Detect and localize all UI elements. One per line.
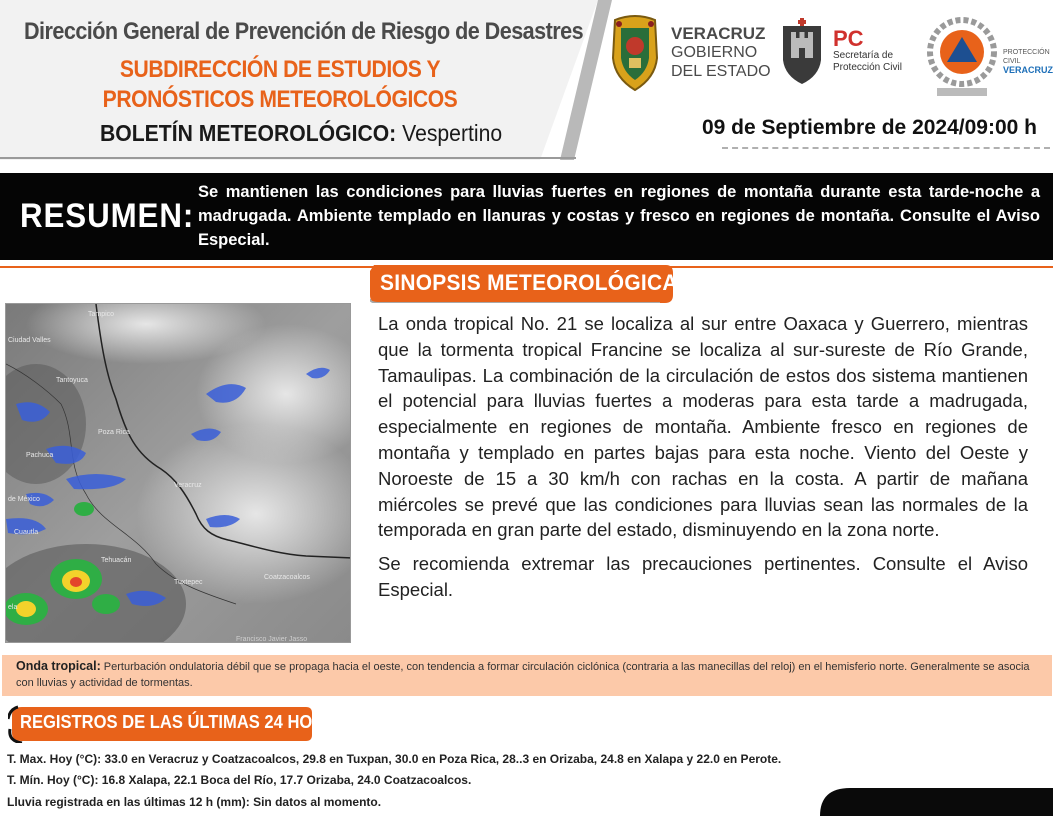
summary-text: Se mantienen las condiciones para lluvias fuertes en regiones de montaña durante esta tarde-noche a madrugada. Ambiente templado en llanuras y costas y fresco en regiones de montaña. Consulte el Aviso Especial. — [198, 183, 1040, 249]
map-label-cuautla: Cuautla — [14, 529, 39, 536]
map-label-tampico: Tampico — [88, 311, 115, 318]
pc-abbreviation: PC — [833, 26, 864, 51]
bulletin-label: BOLETÍN METEOROLÓGICO: — [100, 120, 397, 146]
footer-corner-shape — [790, 788, 1053, 816]
map-label-tuxtepec: Tuxtepec — [174, 579, 203, 586]
synopsis-body — [378, 311, 1028, 603]
tropical-wave-definition-box — [2, 655, 1052, 696]
synopsis-paragraph-1: La onda tropical No. 21 se localiza al sur entre Oaxaca y Guerrero, mientras que la tormenta tropical Francine se localiza al sur-sureste de Río Grande, Tamaulipas. La combinación de la circulación de estos dos sistema mantienen el potencial para lluvias fuertes a moderas para esta tarde a madrugada, especialmente en regiones de montaña. Ambiente fresco en regiones de montaña y templado en partes bajas para esta noche. Viento del Oeste y Noroeste de 15 a 30 km/h con rachas en la costa. A partir de mañana miércoles se prevé que las condiciones para lluvias sean las normales de la temporada en gran parte del estado, disminuyendo en la zona norte. — [378, 313, 1028, 541]
bulletin-type: Vespertino — [402, 120, 503, 146]
veracruz-logo-line2: GOBIERNO — [671, 44, 758, 61]
subdirection-title: SUBDIRECCIÓN DE ESTUDIOS Y PRONÓSTICOS METEOROLÓGICOS — [102, 56, 458, 113]
map-label-tehuacan: Tehuacán — [101, 557, 132, 564]
map-label-pachuca: Pachuca — [26, 452, 54, 459]
summary-banner — [0, 173, 1053, 260]
map-label-mexico: de México — [8, 496, 40, 503]
definition-term: Onda tropical: — [16, 659, 101, 673]
summary-label: RESUMEN: — [20, 197, 195, 235]
proteccion-civil-veracruz-logo — [1003, 48, 1053, 75]
satellite-radar-map — [5, 303, 351, 643]
definition-text: Perturbación ondulatoria débil que se propaga hacia el oeste, con tendencia a formar circulación ciclónica (contraria a las manecillas del reloj) en el hemisferio norte. Generalmente se asocia con lluvias y actividad de tormentas. — [16, 661, 1030, 689]
date-divider — [722, 147, 1050, 149]
pcv-line1: PROTECCIÓN CIVIL — [1003, 49, 1050, 65]
veracruz-government-logo — [671, 24, 771, 81]
veracruz-coat-of-arms-icon — [607, 14, 663, 92]
page-title: Dirección General de Prevención de Riesgo de Desastres — [24, 18, 584, 45]
bulletin-date: 09 de Septiembre de 2024/09:00 h — [701, 116, 1037, 139]
synopsis-paragraph-2: Se recomienda extremar las precauciones pertinentes. Consulte el Aviso Especial. — [378, 553, 1028, 600]
pc-line2: Protección Civil — [833, 62, 902, 73]
veracruz-logo-line1: VERACRUZ — [671, 24, 766, 43]
castle-shield-icon — [779, 18, 825, 86]
records-rainfall: Lluvia registrada en las últimas 12 h (mm): Sin datos al momento. — [7, 795, 382, 809]
bulletin-heading — [100, 120, 502, 147]
logos-bar — [605, 12, 1053, 102]
civil-protection-emblem-icon — [927, 12, 997, 100]
records-tmax: T. Max. Hoy (°C): 33.0 en Veracruz y Coatzacoalcos, 29.8 en Tuxpan, 30.0 en Poza Rica, 28..3 en Orizaba, 24.8 en Xalapa y 22.0 en Perote. — [7, 752, 782, 766]
map-label-edge: ela — [8, 604, 18, 611]
map-label-ciudad-valles: Ciudad Valles — [8, 337, 51, 344]
map-label-coatzacoalcos: Coatzacoalcos — [264, 574, 310, 581]
map-label-poza-rica: Poza Rica — [98, 429, 130, 436]
pc-line1: Secretaría de — [833, 50, 894, 61]
map-label-veracruz: Veracruz — [174, 482, 202, 489]
synopsis-label: SINOPSIS METEOROLÓGICA — [380, 270, 678, 295]
map-label-tantoyuca: Tantoyuca — [56, 377, 88, 384]
pcv-line2: VERACRUZ — [1003, 65, 1053, 75]
records-tmin: T. Mín. Hoy (°C): 16.8 Xalapa, 22.1 Boca del Río, 17.7 Orizaba, 24.0 Coatzacoalcos. — [7, 773, 472, 787]
proteccion-civil-logo — [833, 28, 902, 74]
satellite-map-graphic — [6, 304, 351, 643]
records-label: REGISTROS DE LAS ÚLTIMAS 24 HORAS — [20, 712, 348, 732]
map-credit: Francisco Javier Jasso — [236, 636, 308, 643]
veracruz-logo-line3: DEL ESTADO — [671, 63, 771, 80]
